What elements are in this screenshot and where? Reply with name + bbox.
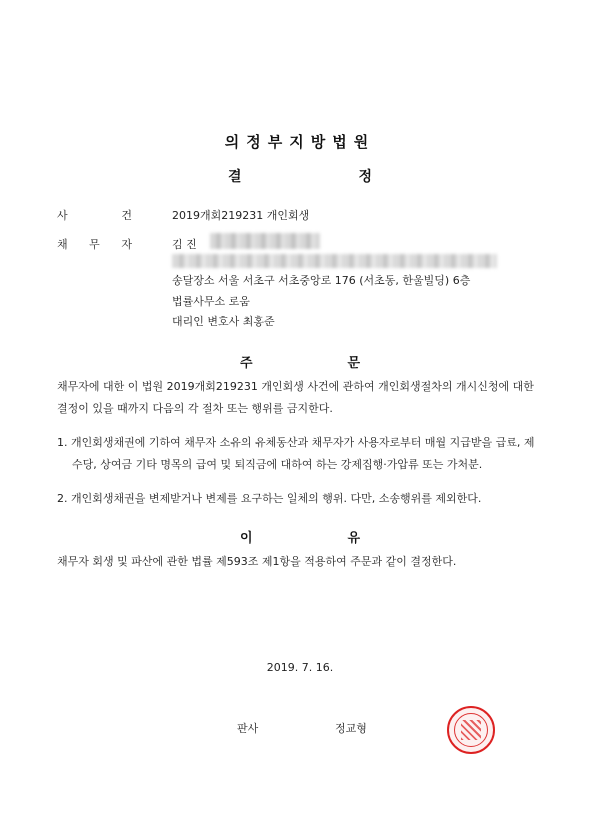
judge-label: 판사 <box>237 722 259 735</box>
service-address: 송달장소 서울 서초구 서초중앙로 176 (서초동, 한울빌딩) 6층 <box>172 274 471 287</box>
order-item-1: 1. 개인회생채권에 기하여 채무자 소유의 유체동산과 채무자가 사용자로부터 매월 지급받을 급료, 제수당, 상여금 기타 명목의 급여 및 퇴직금에 대하여 하는 강제집행·가압류 또는 가처분. <box>57 436 535 471</box>
order-heading <box>0 352 600 371</box>
court-seal-stamp <box>447 706 495 754</box>
debtor-label <box>57 236 132 252</box>
order-heading-char: 주 <box>240 356 253 371</box>
redacted-address-block <box>172 254 497 268</box>
reason-text: 채무자 회생 및 파산에 관한 법률 제593조 제1항을 적용하여 주문과 같이 결정한다. <box>57 555 457 568</box>
reason-heading <box>0 527 600 546</box>
judge-name: 정교형 <box>335 722 367 735</box>
debtor-label-char: 채 <box>57 238 68 251</box>
decision-date: 2019. 7. 16. <box>266 661 334 674</box>
order-text: 채무자에 대한 이 법원 2019개회219231 개인회생 사건에 관하여 개인회생절차의 개시신청에 대한 결정이 있을 때까지 다음의 각 절차 또는 행위를 금지한다. <box>57 380 534 415</box>
redacted-block <box>210 233 320 249</box>
debtor-label-char: 무 <box>89 238 100 251</box>
case-label <box>57 207 132 223</box>
court-name: 의정부지방법원 <box>224 133 376 151</box>
debtor-name: 김 진 <box>172 238 197 251</box>
case-number: 2019개회219231 개인회생 <box>172 209 310 222</box>
order-item-2: 2. 개인회생채권을 변제받거나 변제를 요구하는 일체의 행위. 다만, 소송행위를 제외한다. <box>57 492 482 505</box>
agent-lawyer: 대리인 변호사 최홍준 <box>172 315 275 328</box>
reason-heading-char: 유 <box>347 531 360 546</box>
reason-heading-char: 이 <box>240 531 253 546</box>
order-heading-char: 문 <box>347 356 360 371</box>
doc-title-char-1: 결 <box>228 169 242 185</box>
case-label-char: 건 <box>121 209 132 222</box>
document-title <box>0 166 600 186</box>
debtor-label-char: 자 <box>121 238 132 251</box>
law-firm: 법률사무소 로움 <box>172 295 250 308</box>
doc-title-char-2: 정 <box>358 169 372 185</box>
case-label-char: 사 <box>57 209 68 222</box>
